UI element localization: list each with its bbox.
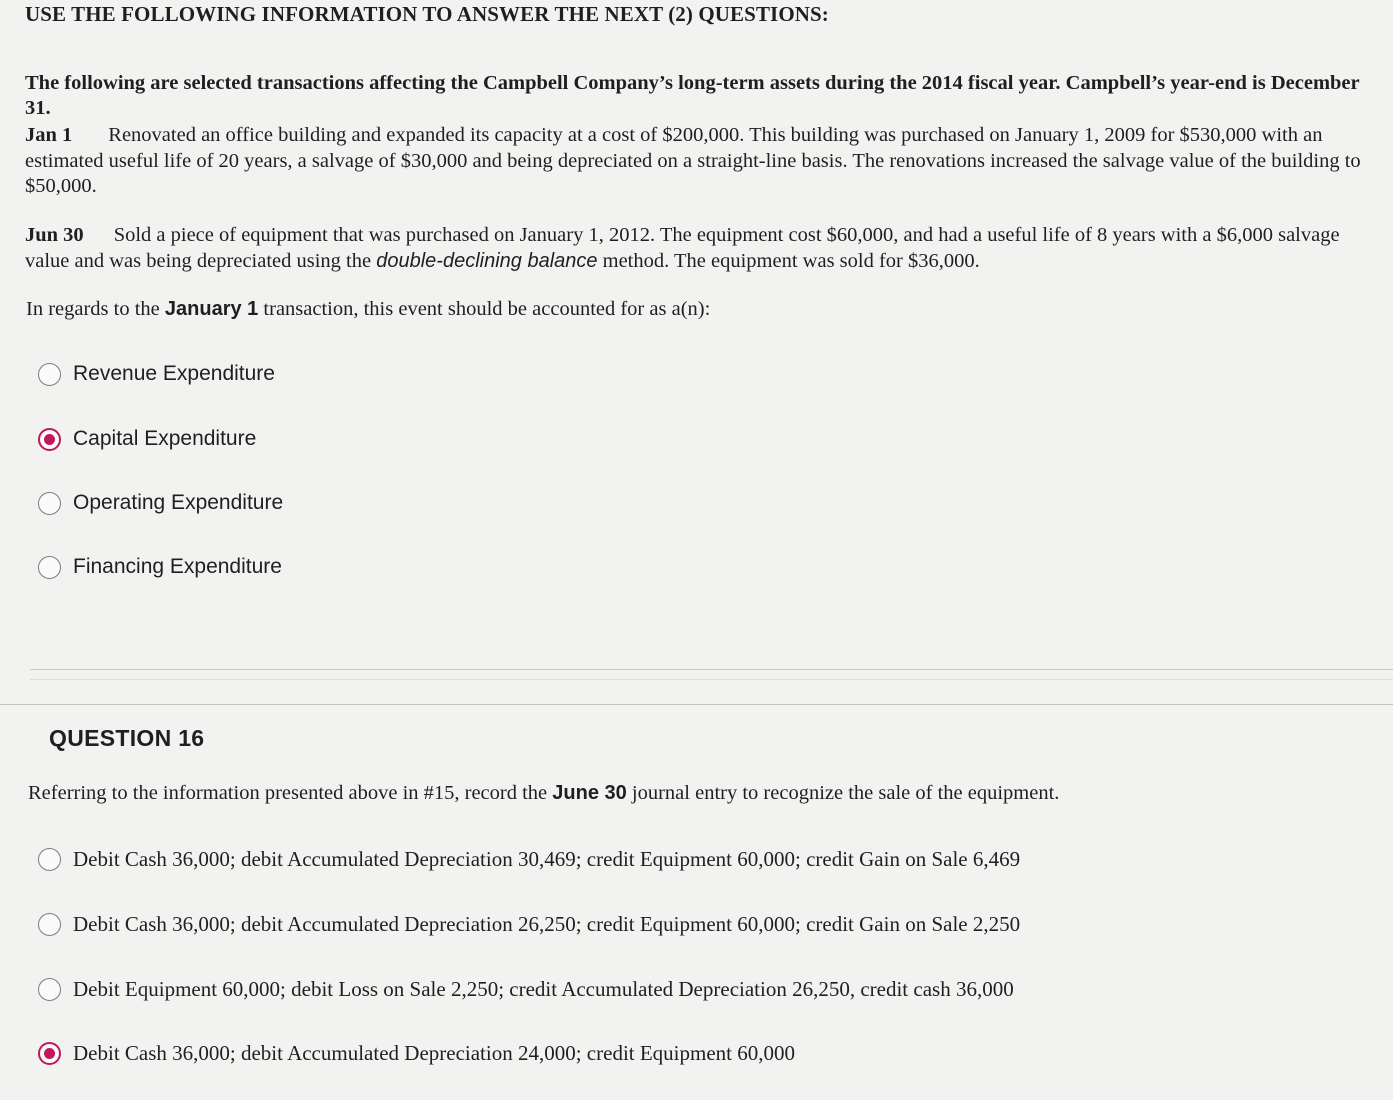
answer-option-16a[interactable] [38,847,1020,872]
answer-option-16d[interactable] [38,1041,795,1066]
question-16-title: QUESTION 16 [49,725,205,751]
answer-option-revenue-expenditure[interactable] [38,362,275,386]
prompt-text: transaction, this event should be accounted for as a(n): [258,298,711,320]
option-label: Financing Expenditure [73,555,282,578]
radio-button[interactable] [38,492,61,515]
answer-option-financing-expenditure[interactable] [38,555,282,579]
question-16-prompt [28,782,1059,805]
transaction-jun30 [25,223,1370,274]
question-15-prompt [26,298,710,321]
answer-option-operating-expenditure[interactable] [38,491,283,515]
divider [0,704,1393,705]
transaction-date: Jan 1 [25,124,73,146]
prompt-text: Referring to the information presented above in #15, record the [28,782,553,804]
transaction-jan1 [25,123,1370,200]
divider [30,679,1393,680]
answer-option-16b[interactable] [38,912,1020,937]
transaction-text: Sold a piece of equipment that was purchased on January 1, 2012. The equipment cost $60,000, and had a useful life of 8 years with a $6,000 salvage value and was being depreciated using the [25,224,1340,272]
instructions-header: USE THE FOLLOWING INFORMATION TO ANSWER THE NEXT (2) QUESTIONS: [25,2,829,26]
radio-button[interactable] [38,913,61,936]
option-label: Debit Cash 36,000; debit Accumulated Depreciation 26,250; credit Equipment 60,000; credit Gain on Sale 2,250 [73,912,1021,936]
scenario-intro: The following are selected transactions affecting the Campbell Company’s long-term assets during the 2014 fiscal year. Campbell’s year-end is December 31. [25,72,1360,119]
transaction-text: method. The equipment was sold for $36,000. [597,249,980,272]
radio-button[interactable] [38,363,61,386]
answer-option-capital-expenditure[interactable] [38,427,256,451]
transaction-text: Renovated an office building and expanded its capacity at a cost of $200,000. This building was purchased on January 1, 2009 for $530,000 with an estimated useful life of 20 years, a salvage of $30,000 and being depreciated on a straight-line basis. The renovations increased the salvage value of the building to $50,000. [25,124,1361,197]
prompt-bold-text: January 1 [164,298,259,320]
emphasis-text: double-declining balance [376,249,598,272]
prompt-text: In regards to the [26,298,165,320]
transaction-date: Jun 30 [25,224,84,246]
option-label: Operating Expenditure [73,491,284,514]
option-label: Debit Equipment 60,000; debit Loss on Sale 2,250; credit Accumulated Depreciation 26,250, credit cash 36,000 [73,977,1014,1001]
radio-button-selected[interactable] [38,428,61,451]
option-label: Debit Cash 36,000; debit Accumulated Depreciation 30,469; credit Equipment 60,000; credit Gain on Sale 6,469 [73,847,1021,871]
option-label: Debit Cash 36,000; debit Accumulated Depreciation 24,000; credit Equipment 60,000 [73,1041,796,1065]
radio-button[interactable] [38,848,61,871]
option-label: Capital Expenditure [73,427,257,450]
radio-button[interactable] [38,556,61,579]
radio-button-selected[interactable] [38,1042,61,1065]
answer-option-16c[interactable] [38,977,1014,1002]
radio-button[interactable] [38,978,61,1001]
prompt-bold-text: June 30 [552,782,627,804]
divider [30,669,1393,670]
option-label: Revenue Expenditure [73,362,275,385]
prompt-text: journal entry to recognize the sale of the equipment. [626,782,1060,804]
